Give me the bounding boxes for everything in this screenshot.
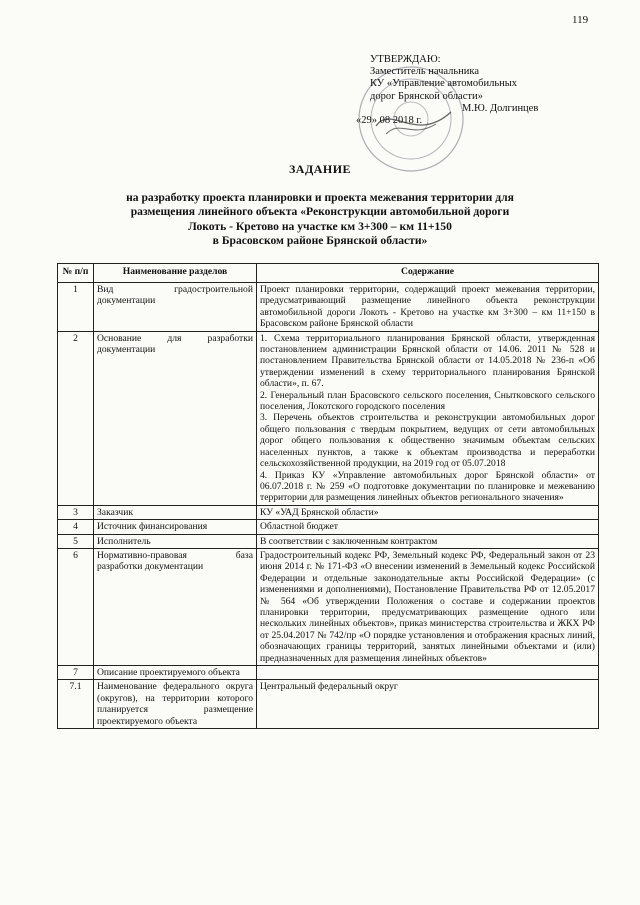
row-content: Градостроительный кодекс РФ, Земельный кодекс РФ, Федеральный закон от 23 июня 2014 г. № 171-ФЗ «О внесении изменений в Земельный кодекс Российской Федерации и отдельные законодательные акты Российской Федерации» (с изменениями и дополнениями), Постановление Правительства РФ от 12.05.2017 № 564 «Об утверждении Положения о составе и содержании проектов планировки территории, предусматривающих размещение одного или нескольких линейных объектов», приказ министерства строительства и ЖКХ РФ от 25.04.2017 № 742/пр «О порядке установления и отображения красных линий, обозначающих границы территорий, занятых линейными объектами и (или) предназначенных для размещения линейных объектов» (257, 548, 599, 665)
approval-signatory: М.Ю. Долгинцев (462, 102, 539, 114)
table-row (58, 534, 599, 548)
table-header-row (58, 264, 599, 283)
row-num: 5 (58, 534, 94, 548)
table-row (58, 283, 599, 332)
title-line: Локоть - Кретово на участке км 3+300 – км 11+150 (188, 219, 452, 233)
row-num: 7.1 (58, 680, 94, 729)
row-name: Нормативно-правовая база разработки документации (94, 548, 257, 665)
table-row (58, 548, 599, 665)
row-content: Центральный федеральный округ (257, 680, 599, 729)
task-table (57, 263, 599, 729)
row-num: 1 (58, 283, 94, 332)
content-item: 1. Схема территориального планирования Брянской области, утвержденная постановлением администрации Брянской области от 14.06. 2011 № 528 и постановлением Правительства Брянской области от 14.05.2018 № 236-п «Об утверждении изменений в схему территориального планирования Брянской области», п. 67. (260, 332, 595, 390)
row-num: 6 (58, 548, 94, 665)
approval-heading: УТВЕРЖДАЮ: (370, 54, 441, 65)
table-row (58, 666, 599, 680)
row-content (257, 666, 599, 680)
row-name: Источник финансирования (94, 520, 257, 534)
row-num: 4 (58, 520, 94, 534)
table-row (58, 520, 599, 534)
approval-position: Заместитель начальника (370, 66, 480, 78)
table-row (58, 680, 599, 729)
row-name: Заказчик (94, 505, 257, 519)
approval-block (356, 54, 610, 127)
row-num: 7 (58, 666, 94, 680)
approval-date: «29» 08 2018 г. (356, 115, 423, 127)
row-num: 2 (58, 331, 94, 505)
row-content: КУ «УАД Брянской области» (257, 505, 599, 519)
row-content (257, 331, 599, 505)
approval-organization: КУ «Управление автомобильных (370, 78, 518, 90)
title-line: размещения линейного объекта «Реконструкции автомобильной дороги (130, 205, 510, 219)
title-line: на разработку проекта планировки и проекта межевания территории для (126, 190, 514, 204)
header-content: Содержание (257, 264, 599, 283)
document-title (0, 162, 640, 249)
table-row (58, 331, 599, 505)
page-number: 119 (572, 14, 589, 26)
row-content: Проект планировки территории, содержащий проект межевания территории, предусматривающий размещение линейного объекта реконструкции автомобильной дороги Локоть - Кретово на участке км 3+300 – км 11+150 в Брасовском районе Брянской области (257, 283, 599, 332)
row-name: Вид градостроительной документации (94, 283, 257, 332)
header-section: Наименование разделов (94, 264, 257, 283)
content-item: 3. Перечень объектов строительства и реконструкции автомобильных дорог общего пользования с твердым покрытием, ведущих от сети автомобильных дорог общего пользования к общественно значимым объектам сельских населенных пунктов, а также к объектам производства и переработки сельскохозяйственной продукции, на 2019 год от 05.07.2018 (260, 412, 595, 470)
header-num: № п/п (58, 264, 94, 283)
content-item: 2. Генеральный план Брасовского сельского поселения, Сныткoвского сельского поселения, Локотского городского поселения (260, 389, 595, 413)
title-line: в Брасовском районе Брянской области» (212, 234, 428, 248)
row-name: Наименование федерального округа (округов), на территории которого планируется размещение проектируемого объекта (94, 680, 257, 729)
row-name: Основание для разработки документации (94, 331, 257, 505)
approval-organization-cont: дорог Брянской области» (370, 90, 483, 102)
row-name: Исполнитель (94, 534, 257, 548)
content-item: 4. Приказ КУ «Управление автомобильных дорог Брянской области» от 06.07.2018 г. № 259 «О подготовке документации по планировке и межеванию территории для размещения линейных объектов регионального значения» (260, 469, 595, 504)
row-content: В соответствии с заключенным контрактом (257, 534, 599, 548)
row-num: 3 (58, 505, 94, 519)
row-content: Областной бюджет (257, 520, 599, 534)
title-main: ЗАДАНИЕ (288, 162, 352, 176)
row-name: Описание проектируемого объекта (94, 666, 257, 680)
table-row (58, 505, 599, 519)
